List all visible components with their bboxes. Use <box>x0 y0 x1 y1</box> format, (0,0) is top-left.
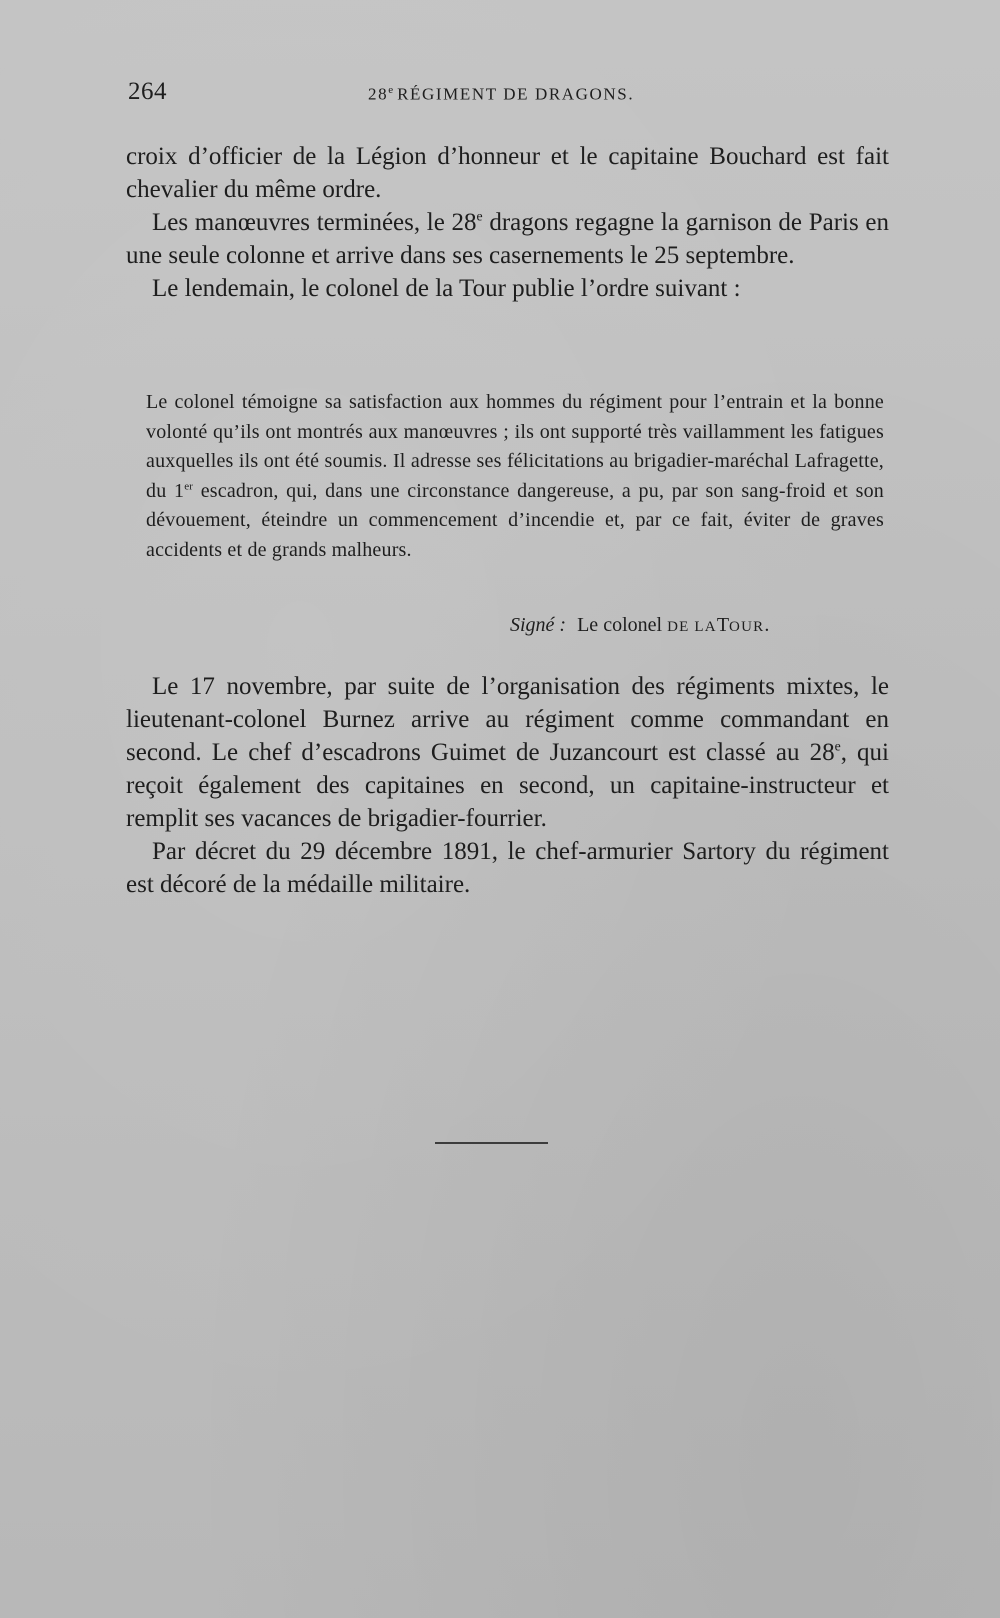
ordinal-suffix: er <box>184 479 194 492</box>
body-text-top <box>126 140 889 305</box>
end-rule <box>435 1142 548 1144</box>
paragraph-novembre-start: Le 17 novembre, par suite de l’organisation des régiments mixtes, le lieutenant-colonel Burnez arrive au régiment comme commandant en second. Le chef d’escadrons Guimet de Juzancourt est classé au 28 <box>126 673 889 766</box>
quoted-order-end: escadron, qui, dans une circonstance dangereuse, a pu, par son sang-froid et son dévouement, éteindre un commencement d’incendie et, par ce fait, éviter de graves accidents et de grands malheurs. <box>146 479 884 561</box>
paragraph-manoeuvres <box>126 206 889 272</box>
signature-name-rest: OUR <box>729 619 765 635</box>
quoted-order-text <box>146 388 884 565</box>
ordinal-suffix: e <box>834 738 841 754</box>
signature-line <box>510 614 769 637</box>
running-title-text: RÉGIMENT DE DRAGONS. <box>397 84 635 104</box>
page-number: 264 <box>128 78 167 105</box>
quoted-order <box>146 388 884 565</box>
ordinal-suffix: e <box>476 208 483 224</box>
running-title-ordinal: 28 <box>368 84 389 104</box>
paragraph-novembre <box>126 670 889 835</box>
signature-particle: DE LA <box>667 619 717 635</box>
signature-end: . <box>764 614 770 636</box>
running-title <box>368 84 634 105</box>
running-title-ordinal-suffix: e <box>388 84 394 96</box>
paragraph-manoeuvres-start: Les manœuvres terminées, le 28 <box>152 209 477 236</box>
quoted-order-start: Le colonel témoigne sa satisfaction aux hommes du régiment pour l’entrain et la bonne volonté qu’ils ont montrés aux manœuvres ; ils ont supporté très vaillamment les fatigues auxquelles ils ont été soumis. Il adresse ses félicitations au brigadier-maréchal Lafragette, du 1 <box>146 391 884 502</box>
paragraph-lendemain: Le lendemain, le colonel de la Tour publie l’ordre suivant : <box>152 275 741 302</box>
signature-lead: Le colonel <box>577 614 663 636</box>
paragraph-novembre-end: , qui reçoit également des capitaines en second, un capitaine-instructeur et remplit ses vacances de brigadier-fourrier. <box>126 739 890 832</box>
paragraph-manoeuvres-end: dragons regagne la garnison de Paris en une seule colonne et arrive dans ses casernements le 25 septembre. <box>126 209 889 269</box>
signature-label: Signé : <box>510 614 567 636</box>
signature-name-initial: T <box>716 614 730 636</box>
body-text-bottom <box>126 670 889 901</box>
paragraph-decret: Par décret du 29 décembre 1891, le chef-armurier Sartory du régiment est décoré de la médaille militaire. <box>126 838 889 898</box>
paragraph-continuation: croix d’officier de la Légion d’honneur et le capitaine Bouchard est fait chevalier du même ordre. <box>126 143 889 203</box>
page-header <box>128 74 878 114</box>
